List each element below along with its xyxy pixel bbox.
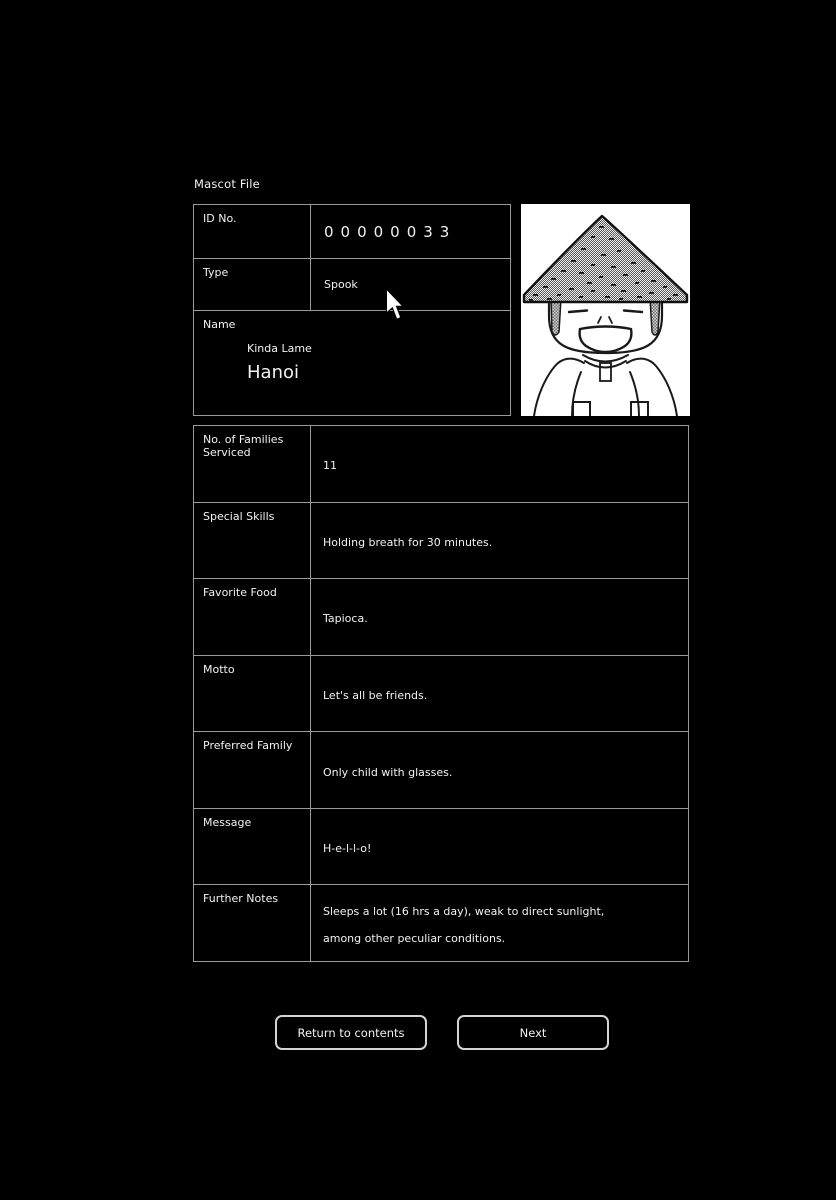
- id-value: 00000033: [324, 222, 457, 241]
- table-row: [194, 885, 688, 961]
- favorite-food-value: Tapioca.: [323, 612, 368, 626]
- favorite-food-label: Favorite Food: [194, 579, 311, 655]
- table-row: [194, 656, 688, 733]
- table-row: [194, 311, 510, 415]
- mascot-portrait: [521, 204, 690, 416]
- further-notes-line2: among other peculiar conditions.: [323, 932, 506, 946]
- message-label: Message: [194, 809, 311, 885]
- page-title: Mascot File: [194, 177, 260, 191]
- families-serviced-label: No. of Families Serviced: [194, 426, 311, 502]
- message-value: H-e-l-l-o!: [323, 842, 372, 856]
- table-row: [194, 259, 510, 311]
- smiling-mascot-in-conical-hat-icon: [521, 204, 690, 416]
- name-value: Hanoi: [247, 362, 299, 383]
- motto-value: Let's all be friends.: [323, 689, 428, 703]
- further-notes-line1: Sleeps a lot (16 hrs a day), weak to direct sunlight,: [323, 905, 605, 919]
- special-skills-value: Holding breath for 30 minutes.: [323, 535, 493, 549]
- next-button[interactable]: Next: [457, 1015, 609, 1050]
- special-skills-label: Special Skills: [194, 503, 311, 579]
- name-label: Name: [203, 318, 236, 331]
- id-label: ID No.: [194, 205, 311, 258]
- return-to-contents-button[interactable]: Return to contents: [275, 1015, 427, 1050]
- table-row: [194, 809, 688, 886]
- preferred-family-value: Only child with glasses.: [323, 765, 453, 779]
- type-label: Type: [194, 259, 311, 310]
- families-serviced-value: 11: [323, 459, 337, 473]
- table-row: [194, 426, 688, 503]
- motto-label: Motto: [194, 656, 311, 732]
- table-row: [194, 503, 688, 580]
- type-value: Spook: [324, 278, 358, 291]
- further-notes-label: Further Notes: [194, 885, 311, 961]
- preferred-family-label: Preferred Family: [194, 732, 311, 808]
- table-row: [194, 579, 688, 656]
- profile-table: [193, 204, 511, 416]
- name-epithet: Kinda Lame: [247, 342, 312, 355]
- table-row: [194, 732, 688, 809]
- details-table: [193, 425, 689, 962]
- table-row: [194, 205, 510, 259]
